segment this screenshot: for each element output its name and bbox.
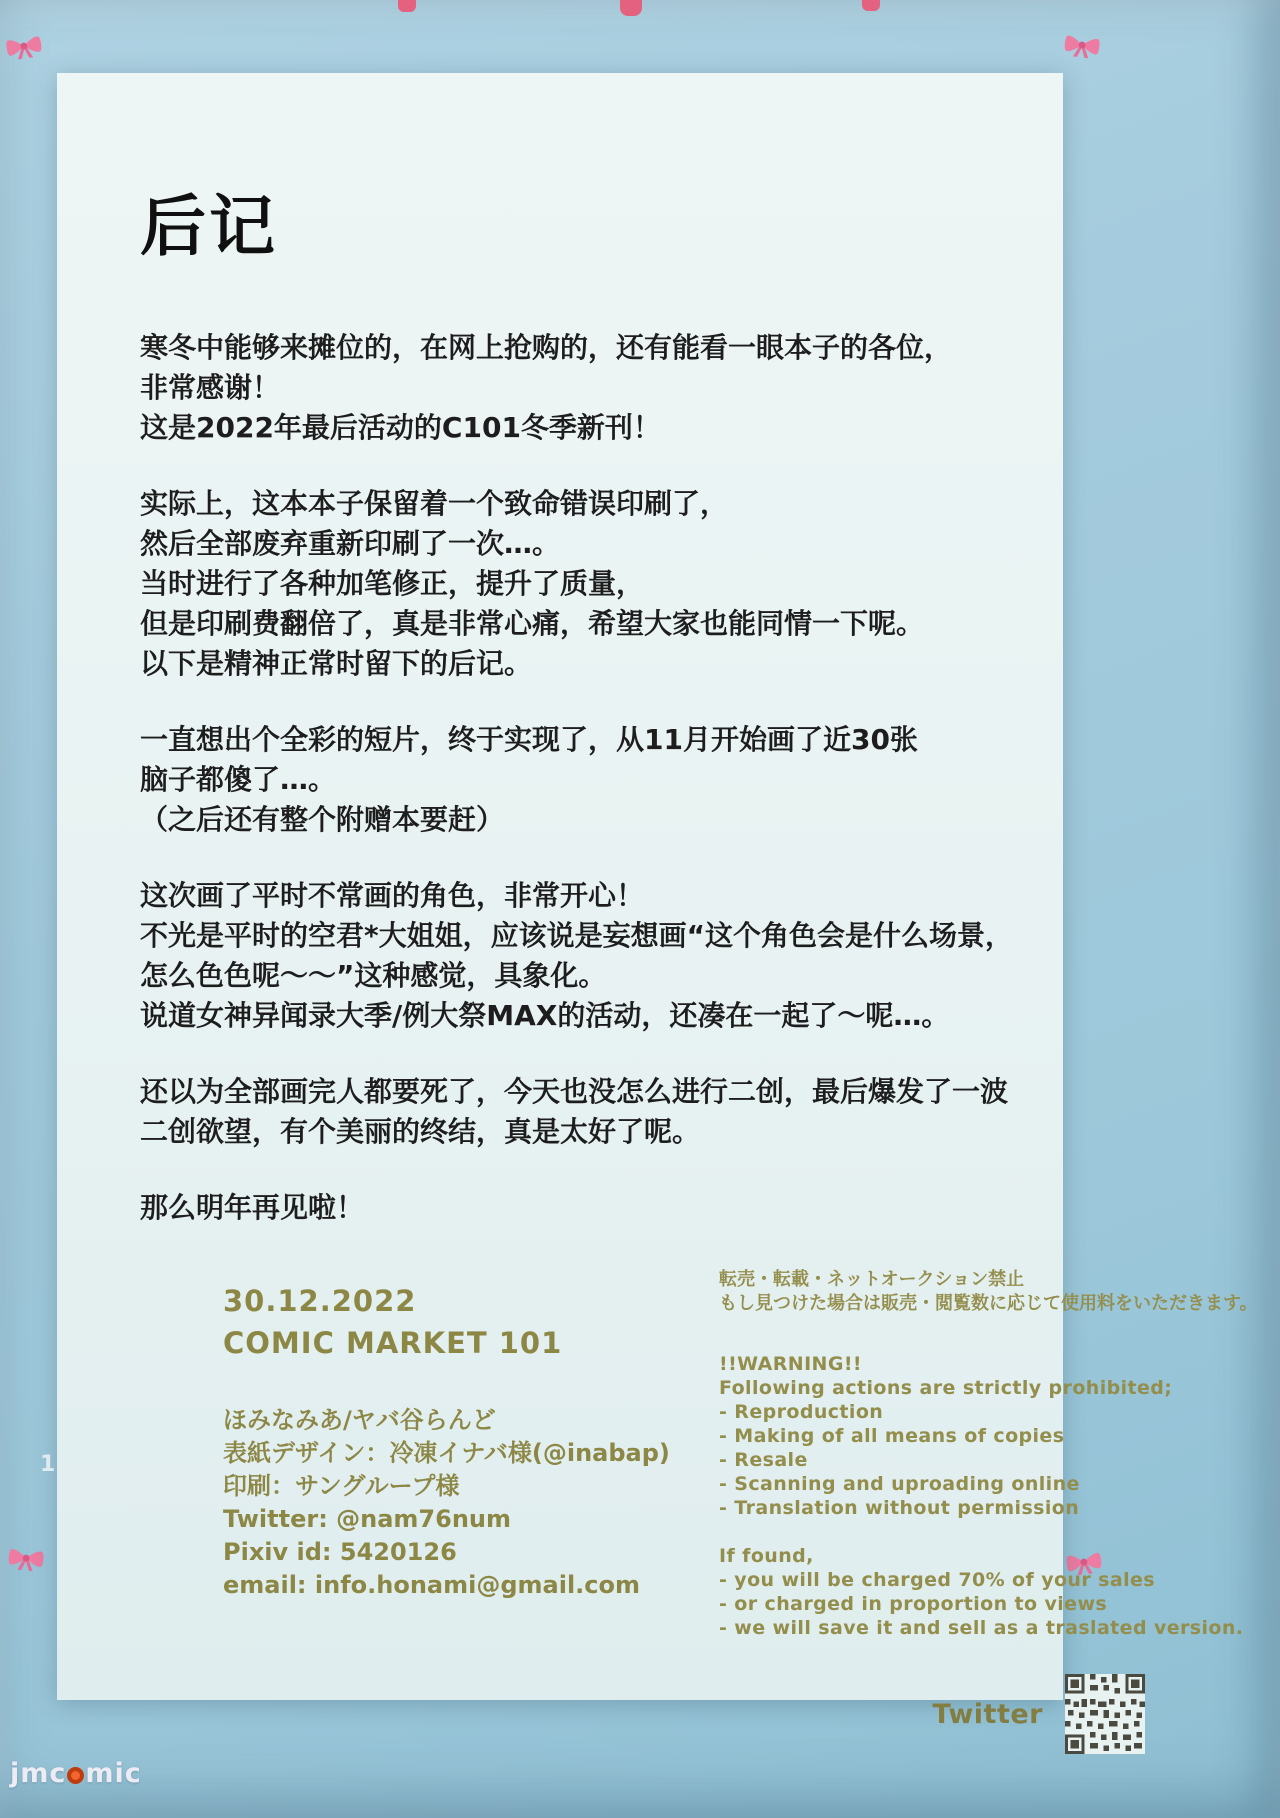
watermark-dot-icon xyxy=(67,1767,84,1784)
twitter-qr-row xyxy=(719,1674,1147,1754)
prohibited-item: - Translation without permission xyxy=(719,1497,1080,1519)
twitter-label: Twitter xyxy=(932,1698,1043,1730)
japanese-warning xyxy=(719,1268,1258,1316)
jp-warning-line: 転売・転載・ネットオークション禁止 xyxy=(719,1269,1025,1290)
email-address: email: info.honami@gmail.com xyxy=(223,1571,641,1599)
body-line: 那么明年再见啦！ xyxy=(140,1191,365,1224)
body-line: 然后全部废弃重新印刷了一次…。 xyxy=(140,527,561,560)
body-line: 当时进行了各种加笔修正，提升了质量， xyxy=(140,567,645,600)
prohibited-item: - Scanning and uproading online xyxy=(719,1473,1080,1495)
body-line: 以下是精神正常时留下的后记。 xyxy=(140,647,533,680)
colophon-left xyxy=(223,1284,670,1602)
body-line: 实际上，这本本子保留着一个致命错误印刷了， xyxy=(140,487,729,520)
paragraph xyxy=(140,484,1035,684)
afterword-body xyxy=(140,328,1035,1228)
page-mark: 1 xyxy=(40,1452,56,1477)
event-date: 30.12.2022 xyxy=(223,1284,417,1318)
if-found-title: If found, xyxy=(719,1545,814,1567)
warning-intro: Following actions are strictly prohibited; xyxy=(719,1377,1173,1399)
cover-design-credit: 表紙デザイン：冷凍イナバ様(@inabap) xyxy=(223,1439,670,1467)
printing-credit: 印刷：サングループ様 xyxy=(223,1472,460,1500)
prohibited-item: - Reproduction xyxy=(719,1401,884,1423)
afterword-content xyxy=(140,73,1258,1730)
if-found-block xyxy=(719,1544,1244,1640)
bow-fragment-icon xyxy=(862,0,880,11)
body-line: 但是印刷费翻倍了，真是非常心痛，希望大家也能同情一下呢。 xyxy=(140,607,925,640)
body-line: 还以为全部画完人都要死了，今天也没怎么进行二创，最后爆发了一波 xyxy=(140,1075,1009,1108)
paragraph xyxy=(140,1072,1035,1152)
body-line: 怎么色色呢～～”这种感觉，具象化。 xyxy=(140,959,607,992)
body-line: 二创欲望，有个美丽的终结，真是太好了呢。 xyxy=(140,1115,701,1148)
afterword-paper xyxy=(57,73,1258,1730)
qr-code xyxy=(1065,1674,1145,1754)
body-line: 一直想出个全彩的短片，终于实现了，从11月开始画了近30张 xyxy=(140,723,918,756)
colophon xyxy=(223,1268,1258,1748)
circle-name: ほみなみあ/ヤバ谷らんど xyxy=(223,1406,496,1434)
page-title: 后记 xyxy=(140,188,278,265)
prohibited-item: - Resale xyxy=(719,1449,808,1471)
body-line: 不光是平时的空君*大姐姐，应该说是妄想画“这个角色会是什么场景， xyxy=(140,919,1014,952)
watermark-text-pre: jmc xyxy=(10,1758,67,1789)
site-watermark xyxy=(10,1758,142,1789)
body-line: 非常感谢！ xyxy=(140,371,281,404)
jp-warning-line: もし見つけた場合は販売・閲覧数に応じて使用料をいただきます。 xyxy=(719,1293,1258,1314)
pink-bow-icon xyxy=(1062,31,1103,61)
consequence-item: - you will be charged 70% of your sales xyxy=(719,1569,1155,1591)
consequence-item: - we will save it and sell as a traslated version. xyxy=(719,1617,1244,1639)
pink-bow-icon xyxy=(3,31,44,62)
paragraph xyxy=(140,720,1035,840)
pink-bow-icon xyxy=(6,1544,46,1573)
body-line: 这次画了平时不常画的角色，非常开心！ xyxy=(140,879,645,912)
body-line: 寒冬中能够来摊位的，在网上抢购的，还有能看一眼本子的各位， xyxy=(140,331,953,364)
watermark-text-post: mic xyxy=(85,1758,142,1789)
bow-fragment-icon xyxy=(398,0,416,12)
credits-block xyxy=(223,1404,670,1602)
prohibited-item: - Making of all means of copies xyxy=(719,1425,1065,1447)
colophon-right xyxy=(719,1268,1258,1754)
twitter-handle: Twitter: @nam76num xyxy=(223,1505,512,1533)
event-name: COMIC MARKET 101 xyxy=(223,1326,563,1360)
warning-title: !!WARNING!! xyxy=(719,1353,862,1375)
body-line: （之后还有整个附赠本要赶） xyxy=(140,803,505,836)
paragraph xyxy=(140,876,1035,1036)
body-line: 脑子都傻了…。 xyxy=(140,763,337,796)
pixiv-id: Pixiv id: 5420126 xyxy=(223,1538,457,1566)
body-line: 这是2022年最后活动的C101冬季新刊！ xyxy=(140,411,661,444)
paragraph xyxy=(140,328,1035,448)
bow-fragment-icon xyxy=(620,0,642,16)
paragraph xyxy=(140,1188,1035,1228)
body-line: 说道女神异闻录大季/例大祭MAX的活动，还凑在一起了～呢…。 xyxy=(140,999,950,1032)
consequence-item: - or charged in proportion to views xyxy=(719,1593,1108,1615)
warning-block xyxy=(719,1352,1173,1520)
